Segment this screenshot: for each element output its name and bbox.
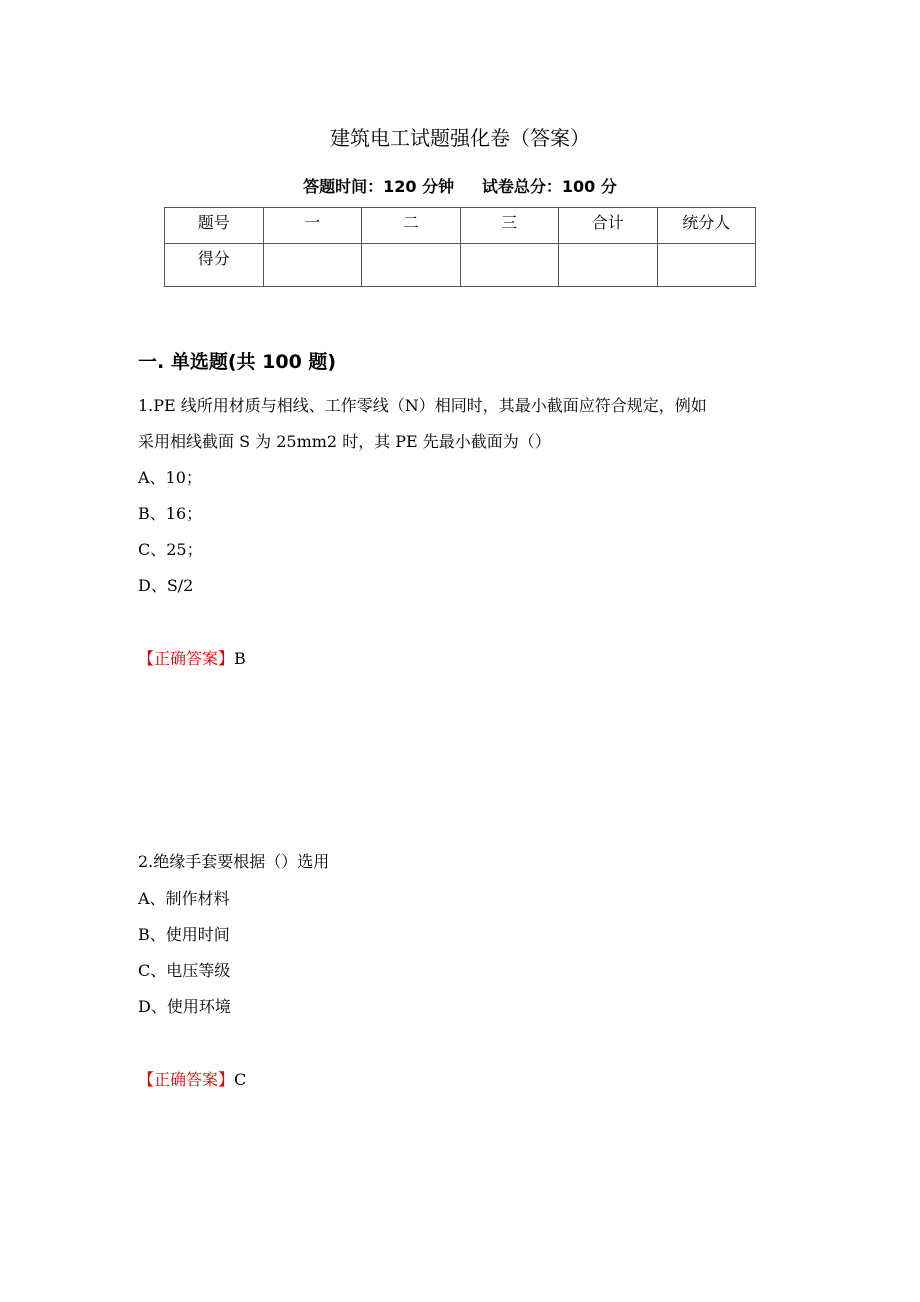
answer-value: B xyxy=(234,649,246,668)
header-cell: 合计 xyxy=(559,208,658,244)
question-text: 采用相线截面 S 为 25mm2 时，其 PE 先最小截面为（） xyxy=(138,432,551,451)
score-cell xyxy=(559,244,658,287)
row-label: 得分 xyxy=(165,244,264,287)
header-cell: 题号 xyxy=(165,208,264,244)
question-text: 2.绝缘手套要根据（）选用 xyxy=(138,852,330,871)
header-cell: 二 xyxy=(362,208,461,244)
score-cell xyxy=(460,244,559,287)
document-title: 建筑电工试题强化卷（答案） xyxy=(330,126,590,150)
header-cell: 统分人 xyxy=(657,208,756,244)
option: A、10； xyxy=(138,468,202,487)
answer-value: C xyxy=(234,1070,247,1089)
option: B、16； xyxy=(138,504,203,523)
option: C、电压等级 xyxy=(138,961,231,980)
answer xyxy=(138,1067,246,1090)
exam-info: 答题时间：120 分钟 试卷总分：100 分 xyxy=(303,177,617,196)
score-cell xyxy=(657,244,756,287)
option: A、制作材料 xyxy=(138,889,230,908)
score-cell xyxy=(263,244,362,287)
section-heading: 一. 单选题(共 100 题) xyxy=(138,351,337,373)
option: B、使用时间 xyxy=(138,925,230,944)
option: D、使用环境 xyxy=(138,997,231,1016)
option: C、25； xyxy=(138,540,203,559)
header-cell: 一 xyxy=(263,208,362,244)
answer-label: 【正确答案】 xyxy=(138,1070,235,1089)
header-cell: 三 xyxy=(460,208,559,244)
question-text: 1.PE 线所用材质与相线、工作零线（N）相同时，其最小截面应符合规定，例如 xyxy=(138,396,707,415)
score-table xyxy=(164,207,756,287)
score-cell xyxy=(362,244,461,287)
answer xyxy=(138,646,246,669)
option: D、S/2 xyxy=(138,576,194,595)
answer-label: 【正确答案】 xyxy=(138,649,235,668)
